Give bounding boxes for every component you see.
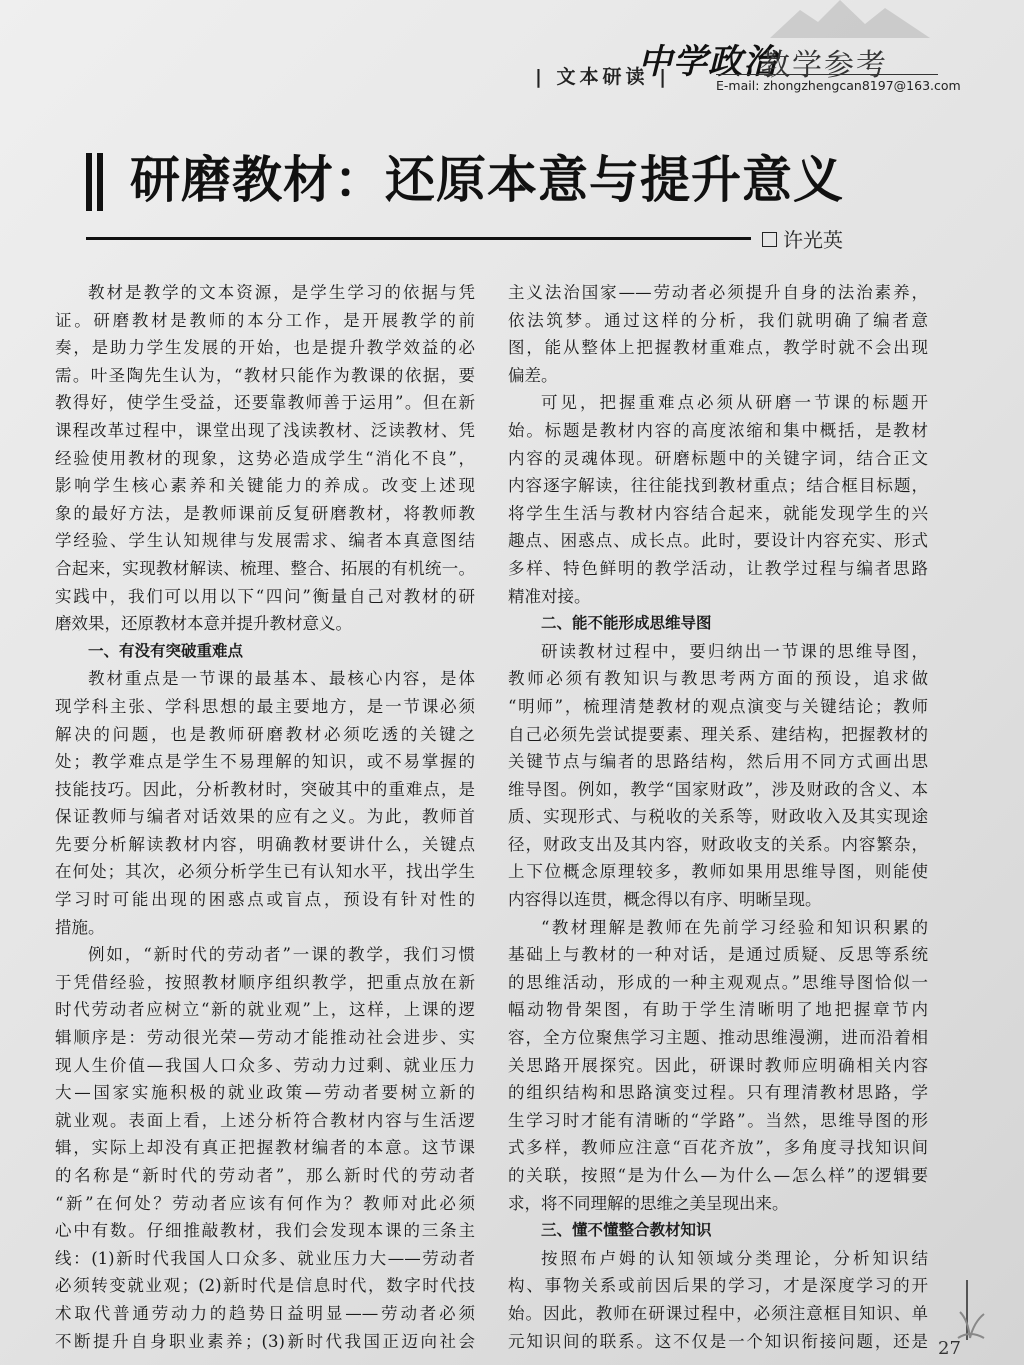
text-line: 内容得以连贯，概念得以有序、明晰呈现。 [508,890,822,910]
text-line: 教得好，使学生受益，还要靠教师善于运用”。但在新 [55,393,475,413]
text-line: 大—国家实施积极的就业政策—劳动者要树立新的 [55,1083,475,1103]
text-line: 上下位概念原理较多，教师如果用思维导图，则能使 [508,862,928,882]
sprout-icon [940,1300,1000,1340]
text-line: 基础上与教材的一种对话，是通过质疑、反思等系统 [508,945,928,965]
mountain-logo-icon [770,0,930,38]
title-underline [86,237,751,240]
text-line: 维导图。例如，教学“国家财政”，涉及财政的含义、本 [508,779,928,799]
text-line: 的思维活动，形成的一种主观观点。”思维导图恰似一 [508,972,928,992]
text-line: 自己必须先尝试提要素、理关系、建结构，把握教材的 [508,724,928,744]
text-line: 心中有数。仔细推敲教材，我们会发现本课的三条主 [55,1221,475,1241]
section-heading: 一、有没有突破重难点 [88,641,244,660]
text-line: “新”在何处？劳动者应该有何作为？教师对此必须 [55,1193,475,1213]
text-line: 影响学生核心素养和关键能力的养成。改变上述现 [55,476,475,496]
author-box-icon [762,232,777,247]
text-line: 现学科主张、学科思想的最主要地方，是一节课必须 [55,696,475,716]
text-line: 现人生价值—我国人口众多、劳动力过剩、就业压力 [55,1055,475,1075]
text-line: 证。研磨教材是教师的本分工作，是开展教学的前 [55,310,475,330]
text-line: 的名称是“新时代的劳动者”，那么新时代的劳动者 [55,1166,475,1185]
text-line: 象的最好方法，是教师课前反复研磨教材，将教师教 [55,503,475,523]
text-line: 解决的问题，也是教师研磨教材必须吃透的关键之 [55,724,475,744]
text-line: 时代劳动者应树立“新的就业观”上，这样，上课的逻 [55,1000,475,1020]
text-line: 例如，“新时代的劳动者”一课的教学，我们习惯 [88,945,475,965]
text-line: 关键节点与编者的思路结构，然后用不同方式画出思 [508,752,928,772]
text-line: 学习时可能出现的困惑点或盲点，预设有针对性的 [55,890,475,910]
text-line: 学经验、学生认知规律与发展需求、编者本真意图结 [55,531,475,551]
text-line: 内容的灵魂体现。研磨标题中的关键字词，结合正文 [508,448,928,468]
text-line: 可见，把握重难点必须从研磨一节课的标题开 [541,393,928,413]
text-line: 辑顺序是：劳动很光荣—劳动才能推动社会进步、实 [55,1028,475,1048]
header-divider [716,74,938,75]
text-line: 偏差。 [508,365,558,385]
text-line: 技能技巧。因此，分析教材时，突破其中的重难点，是 [55,779,475,799]
author-name: 许光英 [783,228,843,252]
text-line: 质、实现形式、与税收的关系等，财政收入及其实现途 [508,807,928,827]
text-line: 在何处；其次，必须分析学生已有认知水平，找出学生 [55,862,475,882]
text-line: 关思路开展探究。因此，研课时教师应明确相关内容 [508,1055,928,1075]
text-line: 径，财政支出及其内容，财政收支的关系。内容繁杂， [508,834,928,854]
text-line: 教材重点是一节课的最基本、最核心内容，是体 [88,669,475,689]
title-bar-icon [86,153,108,211]
right-text-column [508,279,928,1355]
text-line: 构、事物关系或前因后果的学习，才是深度学习的开 [508,1276,928,1296]
contact-email: E-mail: zhongzhengcan8197@163.com [716,78,961,93]
text-line: 将学生生活与教材内容结合起来，就能发现学生的兴 [508,503,928,523]
text-line: 先要分析解读教材内容，明确教材要讲什么，关键点 [55,834,475,854]
text-line: 奏，是助力学生发展的开始，也是提升教学效益的必 [55,338,475,358]
magazine-name: 中学政治 [638,42,778,82]
section-heading: 二、能不能形成思维导图 [541,614,712,633]
text-line: 合起来，实现教材解读、梳理、整合、拓展的有机统一。 [55,558,475,578]
text-line: 幅动物骨架图，有助于学生清晰明了地把握章节内 [508,1000,928,1020]
text-line: 求，将不同理解的思维之美呈现出来。 [508,1193,789,1213]
text-line: 就业观。表面上看，上述分析符合教材内容与生活逻 [55,1110,475,1130]
text-line: 依法筑梦。通过这样的分析，我们就明确了编者意 [508,310,928,330]
text-line: 的关联，按照“是为什么—为什么—怎么样”的逻辑要 [508,1166,928,1185]
text-line: 必须转变就业观；(2)新时代是信息时代，数字时代技 [55,1276,475,1296]
left-text-column [55,279,475,1355]
page-number: 27 [938,1338,961,1359]
text-line: 内容逐字解读，往往能找到教材重点；结合框目标题， [508,476,928,496]
article-title: 研磨教材：还原本意与提升意义 [130,151,844,209]
text-line: 术取代普通劳动力的趋势日益明显——劳动者必须 [55,1303,475,1323]
text-line: 式多样，教师应注意“百花齐放”，多角度寻找知识间 [508,1138,928,1158]
text-line: 容，全方位聚焦学习主题、推动思维漫溯，进而沿着相 [508,1028,928,1048]
author-byline [762,224,843,253]
section-heading: 三、懂不懂整合教材知识 [541,1221,712,1240]
text-line: 保证教师与编者对话效果的应有之义。为此，教师首 [55,807,475,827]
text-line: 生学习时才能有清晰的“学路”。当然，思维导图的形 [508,1110,928,1130]
text-line: 图，能从整体上把握教材重难点，教学时就不会出现 [508,338,928,358]
text-line: 磨效果，还原教材本意并提升教材意义。 [55,614,352,634]
text-line: 需。叶圣陶先生认为，“教材只能作为教课的依据，要 [55,365,475,385]
text-line: 处；教学难点是学生不易理解的知识，或不易掌握的 [55,752,475,772]
text-line: 辑，实际上却没有真正把握教材编者的本意。这节课 [55,1138,475,1158]
text-line: 主义法治国家——劳动者必须提升自身的法治素养， [508,283,928,302]
text-line: 始。因此，教师在研课过程中，必须注意框目知识、单 [508,1303,928,1323]
section-label: | 文本研读 | [535,66,671,88]
text-line: 经验使用教材的现象，这势必造成学生“消化不良”， [55,448,475,468]
text-line: “教材理解是教师在先前学习经验和知识积累的 [541,917,928,937]
text-line: 教材是教学的文本资源，是学生学习的依据与凭 [88,283,475,302]
text-line: 措施。 [55,917,105,937]
text-line: 课程改革过程中，课堂出现了浅读教材、泛读教材、凭 [55,420,475,440]
text-line: 按照布卢姆的认知领域分类理论，分析知识结 [541,1248,928,1268]
text-line: 实践中，我们可以用以下“四问”衡量自己对教材的研 [55,586,475,606]
text-line: 精准对接。 [508,586,591,606]
text-line: 多样、特色鲜明的教学活动，让教学过程与编者思路 [508,558,928,578]
text-line: 的组织结构和思路演变过程。只有理清教材思路，学 [508,1083,928,1103]
text-line: 线：(1)新时代我国人口众多、就业压力大——劳动者 [55,1248,475,1268]
text-line: “明师”，梳理清楚教材的观点演变与关键结论；教师 [508,696,928,716]
magazine-subtitle: 教学参考 [760,48,888,83]
text-line: 趣点、困惑点、成长点。此时，要设计内容充实、形式 [508,531,928,551]
text-line: 于凭借经验，按照教材顺序组织教学，把重点放在新 [55,972,475,992]
text-line: 始。标题是教材内容的高度浓缩和集中概括，是教材 [508,420,928,440]
text-line: 教师必须有教知识与教思考两方面的预设，追求做 [508,669,928,689]
text-line: 不断提升自身职业素养；(3)新时代我国正迈向社会 [55,1331,475,1351]
text-line: 元知识间的联系。这不仅是一个知识衔接问题，还是 [508,1331,928,1351]
text-line: 研读教材过程中，要归纳出一节课的思维导图， [541,641,928,661]
